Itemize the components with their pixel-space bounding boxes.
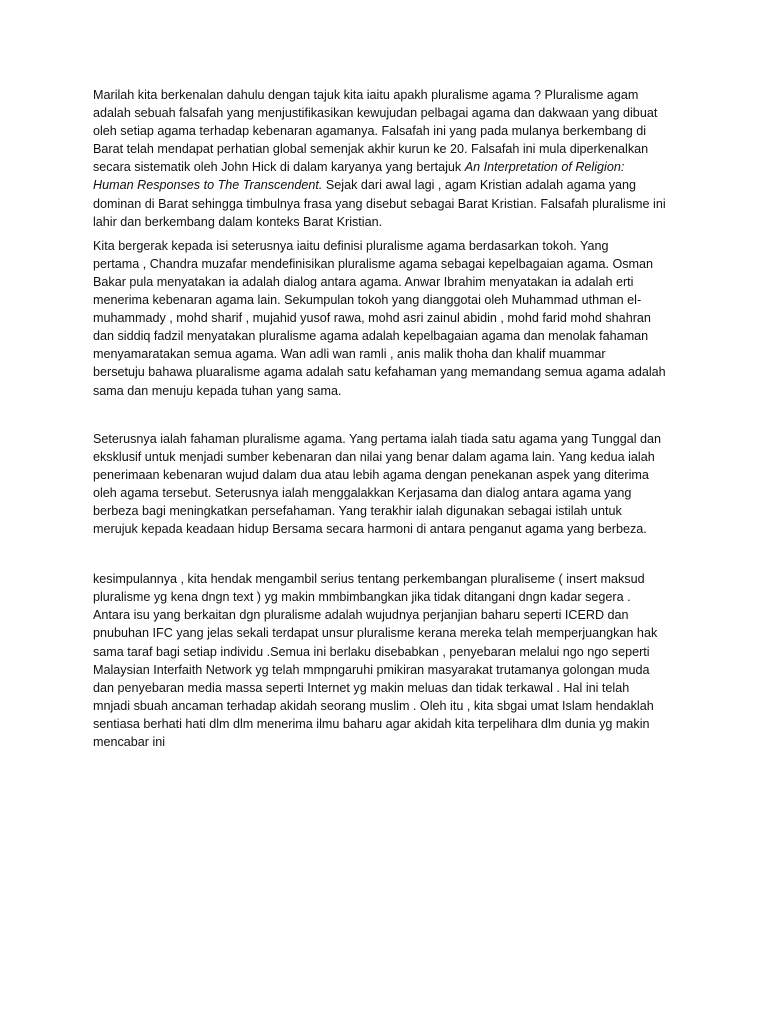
text-line: mnjadi sbuah ancaman terhadap akidah seorang muslim . Oleh itu , kita sbgai umat Islam hendaklah <box>93 698 654 713</box>
text-line: mencabar ini <box>93 735 166 749</box>
text-line: menyamaratakan semua agama. Wan adli wan ramli , anis malik thoha dan khalif muammar <box>93 347 606 362</box>
text-line: sama taraf bagi setiap individu .Semua ini berlaku disebabkan , penyebaran melalui ngo ngo seperti <box>93 644 650 659</box>
text-line: bersetuju bahawa pluaralisme agama adalah satu kefahaman yang memandang semua agama adalah <box>93 365 666 380</box>
text-line: Marilah kita berkenalan dahulu dengan tajuk kita iaitu apakh pluralisme agama ? Pluralisme agam <box>93 88 639 102</box>
paragraph-conclusion <box>93 570 681 751</box>
text-line: sentiasa berhati hati dlm dlm menerima ilmu baharu agar akidah kita terpelihara dlm dunia yg makin <box>93 716 650 731</box>
text-line: Seterusnya ialah fahaman pluralisme agama. Yang pertama ialah tiada satu agama yang Tunggal dan <box>93 431 662 446</box>
text-line: adalah sebuah falsafah yang menjustifikasikan kewujudan pelbagai agama dan dakwaan yang dibuat <box>93 106 658 121</box>
text-line: dan penyebaran media massa seperti Internet yg makin meluas dan tidak terkawal . Hal ini telah <box>93 680 630 695</box>
text-line: Antara isu yang berkaitan dgn pluralisme adalah wujudnya perjanjian baharu seperti ICERD dan <box>93 608 629 623</box>
text-line: penerimaan kebenaran wujud dalam dua atau lebih agama dengan penekanan aspek yang diterima <box>93 467 649 482</box>
text-line: Human Responses to The Transcendent. Sejak dari awal lagi , agam Kristian adalah agama yang <box>93 178 637 193</box>
text-line: pnubuhan IFC yang jelas sekali terdapat unsur pluralisme kerana mereka telah memperjuangkan hak <box>93 626 658 641</box>
text-line: berbeza bagi meningkatkan persefahaman. Yang terakhir ialah digunakan sebagai istilah untuk <box>93 503 622 518</box>
text-line: sama dan menuju kepada tuhan yang sama. <box>93 383 342 398</box>
text-line: oleh setiap agama terhadap kebenaran agamanya. Falsafah ini yang pada mulanya berkembang di <box>93 124 647 139</box>
text-line: kesimpulannya , kita hendak mengambil serius tentang perkembangan pluraliseme ( insert maksud <box>93 572 645 587</box>
book-title-italic: Human Responses to The Transcendent. <box>93 178 323 193</box>
text-line: dan siddiq fadzil menyatakan pluralisme agama adalah kepelbagaian agama dan menolak fahaman <box>93 329 649 344</box>
text-line: secara sistematik oleh John Hick di dalam karyanya yang bertajuk An Interpretation of Religion: <box>93 160 625 175</box>
text-line: Kita bergerak kepada isi seterusnya iaitu definisi pluralisme agama berdasarkan tokoh. Yang <box>93 238 609 253</box>
text-line: lahir dan berkembang dalam konteks Barat Kristian. <box>93 214 383 229</box>
document-body <box>93 86 681 751</box>
book-title-italic: An Interpretation of Religion: <box>464 160 625 175</box>
text-line: oleh agama tersebut. Seterusnya ialah menggalakkan Kerjasama dan dialog antara agama yang <box>93 485 632 500</box>
text-line: Malaysian Interfaith Network yg telah mmpngaruhi pmikiran masyarakat trutamanya golongan muda <box>93 662 650 677</box>
text-line: muhammady , mohd sharif , mujahid yusof rawa, mohd asri zainul abidin , mohd farid mohd shahran <box>93 311 651 326</box>
text-line: Barat telah mendapat perhatian global semenjak akhir kurun ke 20. Falsafah ini mula diperkenalkan <box>93 142 649 157</box>
paragraph-definitions <box>93 237 681 400</box>
paragraph-ideology <box>93 430 681 539</box>
text-line: merujuk kepada keadaan hidup Bersama secara harmoni di antara penganut agama yang berbeza. <box>93 522 647 537</box>
text-line: Bakar pula menyatakan ia adalah dialog antara agama. Anwar Ibrahim menyatakan ia adalah erti <box>93 274 634 289</box>
text-line: pertama , Chandra muzafar mendefinisikan pluralisme agama sebagai kepelbagaian agama. Osman <box>93 256 654 271</box>
paragraph-intro <box>93 86 681 231</box>
text-line: menerima kebenaran agama lain. Sekumpulan tokoh yang dianggotai oleh Muhammad uthman el- <box>93 293 642 308</box>
text-line: eksklusif untuk menjadi sumber kebenaran dan nilai yang benar dalam agama lain. Yang kedua ialah <box>93 449 655 464</box>
text-line: pluralisme yg kena dngn text ) yg makin mmbimbangkan jika tidak ditangani dngn kadar segera . <box>93 590 631 605</box>
text-line: dominan di Barat sehingga timbulnya frasa yang disebut sebagai Barat Kristian. Falsafah pluralisme ini <box>93 196 666 211</box>
